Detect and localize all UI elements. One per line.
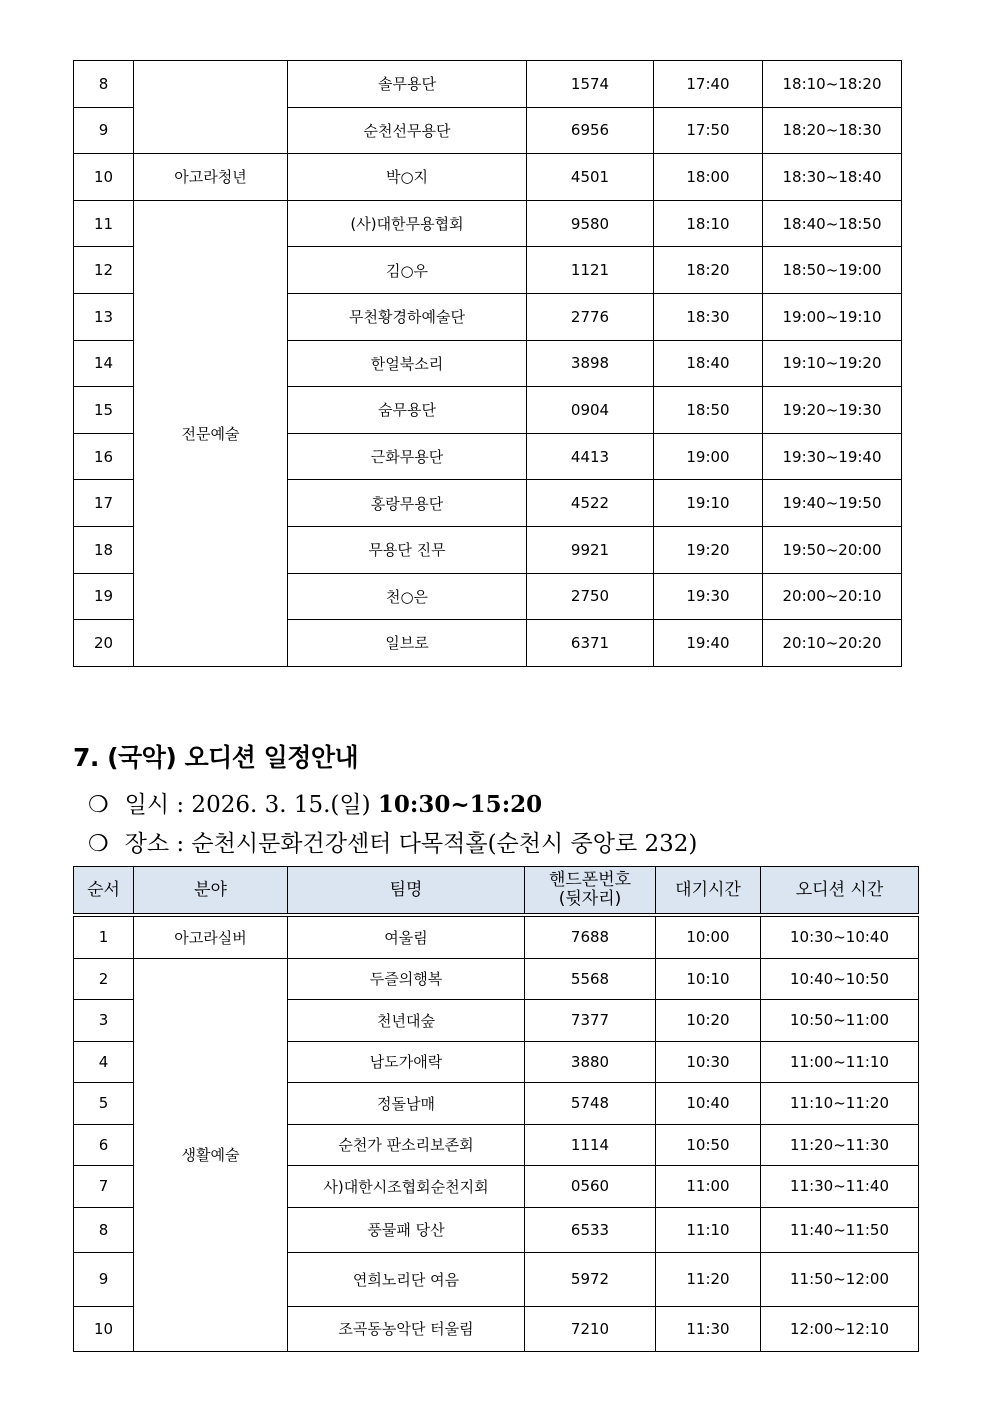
audition-time: 11:30~11:40 <box>761 1166 919 1208</box>
audition-time: 20:00~20:10 <box>763 573 902 620</box>
row-number: 2 <box>74 958 134 1000</box>
row-number: 15 <box>74 387 134 434</box>
wait-time: 10:20 <box>656 1000 761 1042</box>
team-name: 풍물패 당산 <box>288 1207 525 1252</box>
phone-last-digits: 6371 <box>527 620 654 667</box>
row-number: 12 <box>74 247 134 294</box>
row-number: 13 <box>74 293 134 340</box>
wait-time: 18:40 <box>654 340 763 387</box>
row-number: 20 <box>74 620 134 667</box>
team-name: 조곡동농악단 터울림 <box>288 1306 525 1351</box>
header-phone <box>525 867 656 916</box>
table-row <box>74 154 902 201</box>
audition-time: 11:40~11:50 <box>761 1207 919 1252</box>
wait-time: 17:50 <box>654 107 763 154</box>
audition-time: 11:50~12:00 <box>761 1252 919 1306</box>
team-name: 천년대숲 <box>288 1000 525 1042</box>
table-row <box>74 915 919 958</box>
phone-last-digits: 5972 <box>525 1252 656 1306</box>
wait-time: 18:00 <box>654 154 763 201</box>
team-name: 두즐의행복 <box>288 958 525 1000</box>
row-number: 19 <box>74 573 134 620</box>
team-name: 한얼북소리 <box>288 340 527 387</box>
wait-time: 19:00 <box>654 433 763 480</box>
audition-time: 10:30~10:40 <box>761 915 919 958</box>
phone-last-digits: 7688 <box>525 915 656 958</box>
team-name: 숨무용단 <box>288 387 527 434</box>
phone-last-digits: 9580 <box>527 200 654 247</box>
phone-last-digits: 2750 <box>527 573 654 620</box>
wait-time: 18:30 <box>654 293 763 340</box>
table-row <box>74 958 919 1000</box>
wait-time: 10:50 <box>656 1124 761 1166</box>
phone-last-digits: 7210 <box>525 1306 656 1351</box>
audition-time: 18:50~19:00 <box>763 247 902 294</box>
row-number: 9 <box>74 1252 134 1306</box>
audition-time: 19:40~19:50 <box>763 480 902 527</box>
row-number: 7 <box>74 1166 134 1208</box>
header-phone-line1: 핸드폰번호 <box>548 870 632 890</box>
team-name: 솔무용단 <box>288 61 527 108</box>
audition-time: 11:20~11:30 <box>761 1124 919 1166</box>
audition-time: 19:30~19:40 <box>763 433 902 480</box>
section-title: 7. (국악) 오디션 일정안내 <box>73 743 359 772</box>
team-name: 천○은 <box>288 573 527 620</box>
wait-time: 11:30 <box>656 1306 761 1351</box>
audition-time: 19:10~19:20 <box>763 340 902 387</box>
phone-last-digits: 9921 <box>527 526 654 573</box>
team-name: 일브로 <box>288 620 527 667</box>
team-name: 무용단 진무 <box>288 526 527 573</box>
phone-last-digits: 1574 <box>527 61 654 108</box>
header-no: 순서 <box>74 867 134 916</box>
row-number: 8 <box>74 1207 134 1252</box>
wait-time: 18:10 <box>654 200 763 247</box>
wait-time: 11:10 <box>656 1207 761 1252</box>
audition-time: 10:50~11:00 <box>761 1000 919 1042</box>
team-name: 남도가애락 <box>288 1041 525 1083</box>
phone-last-digits: 3898 <box>527 340 654 387</box>
phone-last-digits: 5748 <box>525 1083 656 1125</box>
phone-last-digits: 1121 <box>527 247 654 294</box>
row-number: 1 <box>74 915 134 958</box>
team-name: (사)대한무용협회 <box>288 200 527 247</box>
header-audition: 오디션 시간 <box>761 867 919 916</box>
row-number: 5 <box>74 1083 134 1125</box>
team-name: 순천선무용단 <box>288 107 527 154</box>
phone-last-digits: 0904 <box>527 387 654 434</box>
row-number: 10 <box>74 1306 134 1351</box>
field-cell: 생활예술 <box>134 958 288 1351</box>
table-row <box>74 61 902 108</box>
audition-time: 19:20~19:30 <box>763 387 902 434</box>
team-name: 여울림 <box>288 915 525 958</box>
team-name: 순천가 판소리보존회 <box>288 1124 525 1166</box>
phone-last-digits: 6533 <box>525 1207 656 1252</box>
wait-time: 11:00 <box>656 1166 761 1208</box>
phone-last-digits: 4522 <box>527 480 654 527</box>
team-name: 무천황경하예술단 <box>288 293 527 340</box>
field-cell: 전문예술 <box>134 200 288 666</box>
team-name: 사)대한시조협회순천지회 <box>288 1166 525 1208</box>
place-text: 장소 : 순천시문화건강센터 다목적홀(순천시 중앙로 232) <box>124 831 698 857</box>
field-cell <box>134 61 288 154</box>
team-name: 근화무용단 <box>288 433 527 480</box>
audition-time: 18:30~18:40 <box>763 154 902 201</box>
row-number: 10 <box>74 154 134 201</box>
date-time: 10:30~15:20 <box>377 791 543 818</box>
audition-time: 18:10~18:20 <box>763 61 902 108</box>
circle-bullet-icon: ❍ <box>88 792 109 818</box>
header-wait: 대기시간 <box>656 867 761 916</box>
phone-last-digits: 4501 <box>527 154 654 201</box>
schedule-table-gukak <box>73 866 919 1352</box>
schedule-table-dance <box>73 60 902 667</box>
header-phone-line2: (뒷자리) <box>558 889 622 909</box>
audition-time: 19:50~20:00 <box>763 526 902 573</box>
row-number: 4 <box>74 1041 134 1083</box>
wait-time: 10:40 <box>656 1083 761 1125</box>
row-number: 11 <box>74 200 134 247</box>
audition-time: 19:00~19:10 <box>763 293 902 340</box>
wait-time: 19:30 <box>654 573 763 620</box>
wait-time: 10:30 <box>656 1041 761 1083</box>
row-number: 14 <box>74 340 134 387</box>
phone-last-digits: 0560 <box>525 1166 656 1208</box>
team-name: 정돌남매 <box>288 1083 525 1125</box>
phone-last-digits: 7377 <box>525 1000 656 1042</box>
date-label: 일시 : 2026. 3. 15.(일) <box>124 792 371 818</box>
audition-time: 20:10~20:20 <box>763 620 902 667</box>
schedule-table-body <box>74 61 902 667</box>
date-line <box>88 786 542 819</box>
wait-time: 11:20 <box>656 1252 761 1306</box>
header-team: 팀명 <box>288 867 525 916</box>
wait-time: 10:10 <box>656 958 761 1000</box>
phone-last-digits: 3880 <box>525 1041 656 1083</box>
audition-time: 10:40~10:50 <box>761 958 919 1000</box>
wait-time: 19:40 <box>654 620 763 667</box>
place-line <box>88 825 697 858</box>
phone-last-digits: 1114 <box>525 1124 656 1166</box>
team-name: 박○지 <box>288 154 527 201</box>
wait-time: 17:40 <box>654 61 763 108</box>
table-header-row <box>74 867 919 916</box>
phone-last-digits: 5568 <box>525 958 656 1000</box>
team-name: 연희노리단 여음 <box>288 1252 525 1306</box>
row-number: 6 <box>74 1124 134 1166</box>
phone-last-digits: 4413 <box>527 433 654 480</box>
wait-time: 18:50 <box>654 387 763 434</box>
audition-time: 18:20~18:30 <box>763 107 902 154</box>
team-name: 홍랑무용단 <box>288 480 527 527</box>
field-cell: 아고라실버 <box>134 915 288 958</box>
row-number: 17 <box>74 480 134 527</box>
audition-time: 12:00~12:10 <box>761 1306 919 1351</box>
schedule-table-body <box>74 915 919 1351</box>
phone-last-digits: 6956 <box>527 107 654 154</box>
field-cell: 아고라청년 <box>134 154 288 201</box>
wait-time: 19:20 <box>654 526 763 573</box>
phone-last-digits: 2776 <box>527 293 654 340</box>
audition-time: 11:00~11:10 <box>761 1041 919 1083</box>
header-field: 분야 <box>134 867 288 916</box>
wait-time: 10:00 <box>656 915 761 958</box>
row-number: 8 <box>74 61 134 108</box>
circle-bullet-icon: ❍ <box>88 831 109 857</box>
audition-time: 11:10~11:20 <box>761 1083 919 1125</box>
row-number: 9 <box>74 107 134 154</box>
wait-time: 18:20 <box>654 247 763 294</box>
wait-time: 19:10 <box>654 480 763 527</box>
row-number: 3 <box>74 1000 134 1042</box>
row-number: 16 <box>74 433 134 480</box>
row-number: 18 <box>74 526 134 573</box>
audition-time: 18:40~18:50 <box>763 200 902 247</box>
table-row <box>74 200 902 247</box>
team-name: 김○우 <box>288 247 527 294</box>
